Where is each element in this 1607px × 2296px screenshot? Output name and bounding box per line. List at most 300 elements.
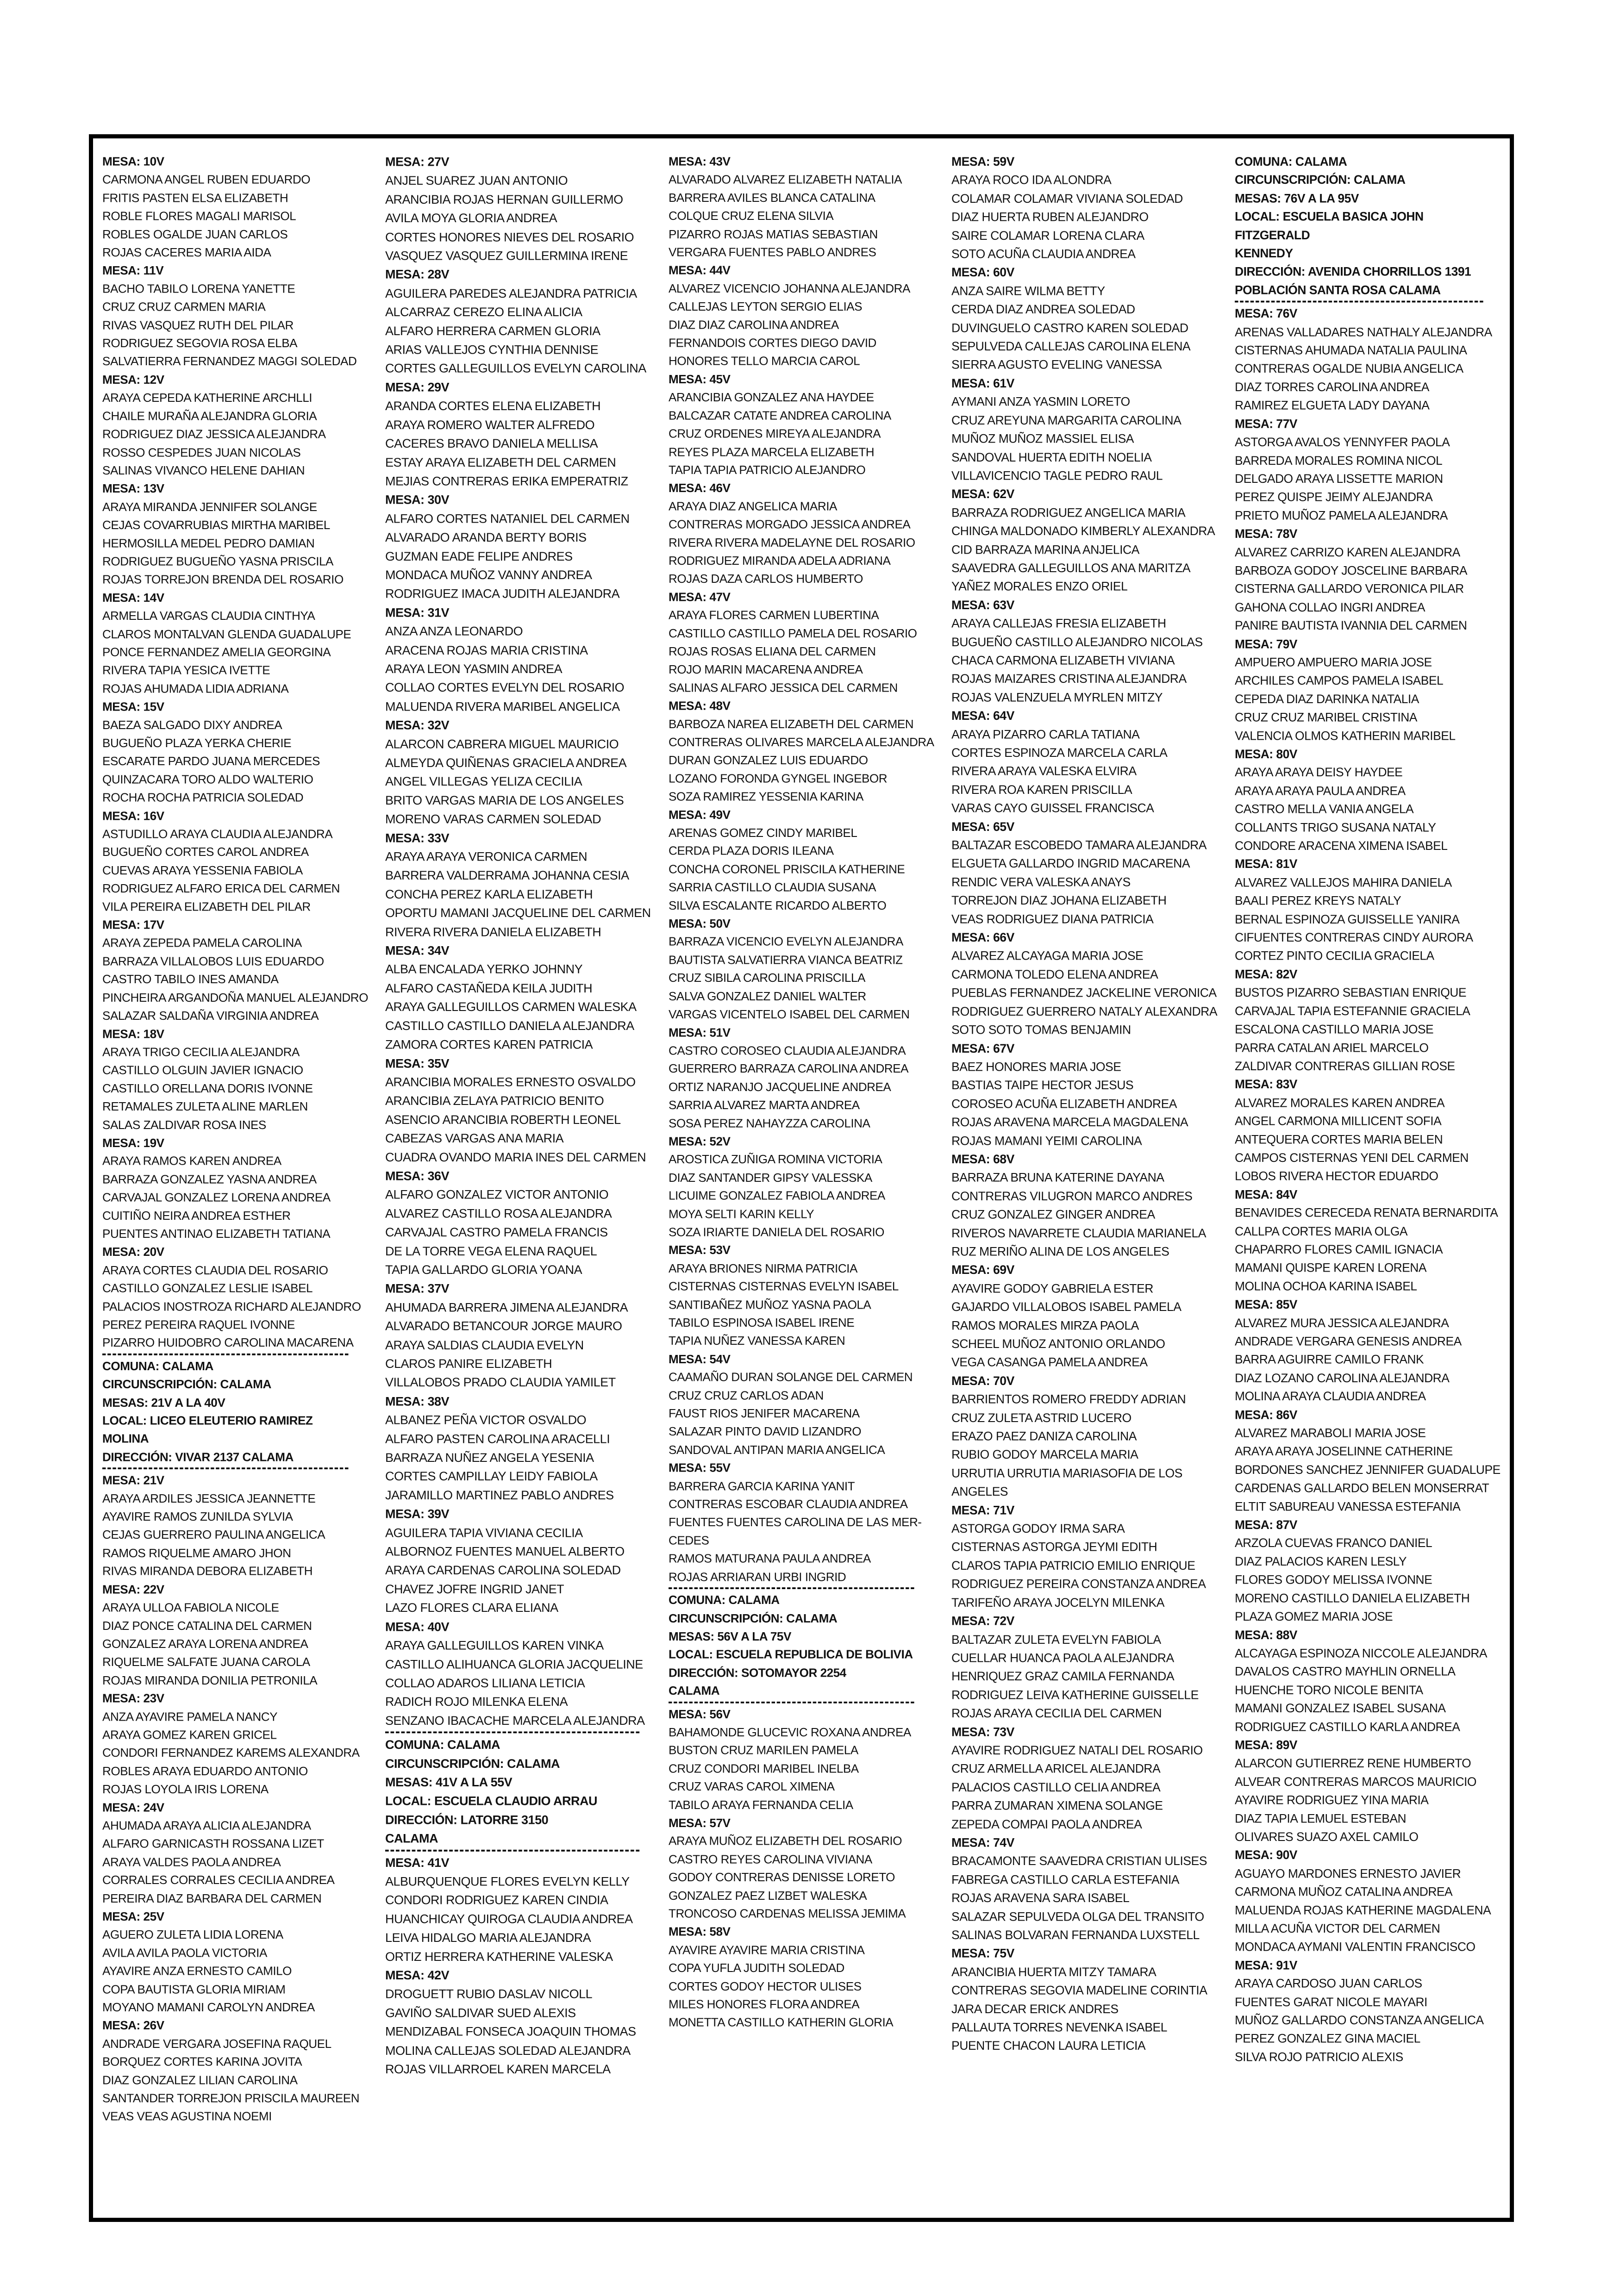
voter-name: RODRIGUEZ SEGOVIA ROSA ELBA <box>102 336 298 350</box>
voter-name: CABEZAS VARGAS ANA MARIA <box>385 1131 564 1145</box>
voter-name: TAPIA GALLARDO GLORIA YOANA <box>385 1262 582 1277</box>
voter-name: ALVAREZ MARABOLI MARIA JOSE <box>1234 1426 1426 1440</box>
voter-name: ANGEL VILLEGAS YELIZA CECILIA <box>385 774 582 789</box>
mesa-heading: MESA: 73V <box>951 1724 1015 1739</box>
voter-name: ALVEAR CONTRERAS MARCOS MAURICIO <box>1234 1774 1476 1789</box>
voter-name: ROJAS VILLARROEL KAREN MARCELA <box>385 2062 611 2076</box>
voter-name: SALINAS ALFARO JESSICA DEL CARMEN <box>668 680 898 694</box>
voter-name: CORTES GODOY HECTOR ULISES <box>668 1979 862 1993</box>
voter-name: AYMANI ANZA YASMIN LORETO <box>951 394 1130 409</box>
mesa-heading: MESA: 14V <box>102 590 164 605</box>
voter-name: MORENO CASTILLO DANIELA ELIZABETH <box>1234 1591 1469 1605</box>
location-header-line: COMUNA: CALAMA <box>668 1593 780 1607</box>
mesa-heading: MESA: 84V <box>1234 1187 1297 1201</box>
mesa-heading: MESA: 31V <box>385 605 450 620</box>
voter-name: ARAYA SALDIAS CLAUDIA EVELYN <box>385 1337 584 1352</box>
voter-name: CASTILLO GONZALEZ LESLIE ISABEL <box>102 1281 313 1295</box>
voter-name: ARAYA PIZARRO CARLA TATIANA <box>951 727 1140 741</box>
voter-name: BAEZ HONORES MARIA JOSE <box>951 1059 1121 1074</box>
voter-name: ANZA SAIRE WILMA BETTY <box>951 284 1105 298</box>
voter-name: SCHEEL MUÑOZ ANTONIO ORLANDO <box>951 1336 1165 1351</box>
voter-name: CASTRO MELLA VANIA ANGELA <box>1234 802 1413 816</box>
voter-name: RIVERA RIVERA DANIELA ELIZABETH <box>385 924 601 939</box>
voter-name: ELTIT SABUREAU VANESSA ESTEFANIA <box>1234 1499 1460 1513</box>
mesa-heading: MESA: 45V <box>668 372 731 386</box>
voter-name: CALLEJAS LEYTON SERGIO ELIAS <box>668 299 862 313</box>
voter-name: FUENTES GARAT NICOLE MAYARI <box>1234 1995 1427 2009</box>
voter-name: ALCARRAZ CEREZO ELINA ALICIA <box>385 305 583 319</box>
voter-name: ARAYA ZEPEDA PAMELA CAROLINA <box>102 936 302 950</box>
voter-name: SAAVEDRA GALLEGUILLOS ANA MARITZA <box>951 561 1191 575</box>
voter-name: BACHO TABILO LORENA YANETTE <box>102 281 295 296</box>
voter-name: PEREZ QUISPE JEIMY ALEJANDRA <box>1234 490 1432 504</box>
voter-name: ALFARO CASTAÑEDA KEILA JUDITH <box>385 980 593 995</box>
column-3 <box>669 152 934 2209</box>
mesa-heading: MESA: 20V <box>102 1245 164 1259</box>
voter-name: BALCAZAR CATATE ANDREA CAROLINA <box>668 408 891 422</box>
voter-name: BARBOZA GODOY JOSCELINE BARBARA <box>1234 563 1467 577</box>
location-header-line: MESAS: 21V A LA 40V <box>102 1395 225 1410</box>
voter-name: SANTANDER TORREJON PRISCILA MAUREEN <box>102 2091 360 2105</box>
voter-name: CORRALES CORRALES CECILIA ANDREA <box>102 1873 335 1887</box>
voter-name: AMPUERO AMPUERO MARIA JOSE <box>1234 655 1432 669</box>
location-header-line: LOCAL: LICEO ELEUTERIO RAMIREZ MOLINA <box>102 1413 313 1446</box>
voter-name: ALVAREZ MORALES KAREN ANDREA <box>1234 1095 1444 1110</box>
mesa-heading: MESA: 39V <box>385 1506 450 1521</box>
voter-name: ARAYA ARAYA DEISY HAYDEE <box>1234 765 1402 780</box>
voter-name: PARRA CATALAN ARIEL MARCELO <box>1234 1040 1429 1054</box>
voter-name: RIQUELME SALFATE JUANA CAROLA <box>102 1655 310 1669</box>
voter-name: GAVIÑO SALDIVAR SUED ALEXIS <box>385 2005 576 2020</box>
location-header-line: MESAS: 41V A LA 55V <box>385 1775 513 1789</box>
voter-name: CONCHA PEREZ KARLA ELIZABETH <box>385 886 593 901</box>
voter-name: ASTORGA AVALOS YENNYFER PAOLA <box>1234 435 1450 449</box>
voter-name: ASTORGA GODOY IRMA SARA <box>951 1521 1125 1535</box>
voter-name: PEREIRA DIAZ BARBARA DEL CARMEN <box>102 1891 322 1905</box>
voter-name: BAHAMONDE GLUCEVIC ROXANA ANDREA <box>668 1725 911 1739</box>
page-frame <box>89 134 1514 2222</box>
voter-name: CALLPA CORTES MARIA OLGA <box>1234 1224 1407 1238</box>
voter-name: RAMOS RIQUELME AMARO JHON <box>102 1546 291 1560</box>
voter-name: AGUILERA PAREDES ALEJANDRA PATRICIA <box>385 286 638 300</box>
mesa-heading: MESA: 64V <box>951 708 1015 723</box>
voter-name: ERAZO PAEZ DANIZA CAROLINA <box>951 1429 1137 1443</box>
mesa-heading: MESA: 48V <box>668 699 731 713</box>
voter-name: ARENAS VALLADARES NATHALY ALEJANDRA <box>1234 324 1492 339</box>
voter-name: HERMOSILLA MEDEL PEDRO DAMIAN <box>102 536 315 550</box>
location-header-line: DIRECCIÓN: LATORRE 3150 <box>385 1812 549 1827</box>
mesa-heading: MESA: 65V <box>951 819 1015 834</box>
mesa-heading: MESA: 29V <box>385 380 450 394</box>
voter-name: ALVAREZ MURA JESSICA ALEJANDRA <box>1234 1316 1449 1330</box>
voter-name: CACERES BRAVO DANIELA MELLISA <box>385 436 598 450</box>
voter-name: ARAYA CORTES CLAUDIA DEL ROSARIO <box>102 1263 328 1277</box>
voter-name: BALTAZAR ESCOBEDO TAMARA ALEJANDRA <box>951 838 1207 852</box>
voter-name: VILA PEREIRA ELIZABETH DEL PILAR <box>102 899 311 913</box>
voter-name: GONZALEZ ARAYA LORENA ANDREA <box>102 1636 308 1651</box>
mesa-heading: MESA: 61V <box>951 376 1015 390</box>
voter-name: DUVINGUELO CASTRO KAREN SOLEDAD <box>951 320 1188 335</box>
voter-name: RODRIGUEZ ALFARO ERICA DEL CARMEN <box>102 881 340 895</box>
voter-name: YAÑEZ MORALES ENZO ORIEL <box>951 579 1128 593</box>
voter-name: PONCE FERNANDEZ AMELIA GEORGINA <box>102 645 331 659</box>
mesa-heading: MESA: 57V <box>668 1816 731 1830</box>
voter-name: ARAYA ARDILES JESSICA JEANNETTE <box>102 1491 316 1505</box>
voter-name: DROGUETT RUBIO DASLAV NICOLL <box>385 1986 593 2001</box>
voter-name: PINCHEIRA ARGANDOÑA MANUEL ALEJANDRO <box>102 990 369 1004</box>
voter-name: DIAZ SANTANDER GIPSY VALESSKA <box>668 1170 872 1185</box>
voter-name: FRITIS PASTEN ELSA ELIZABETH <box>102 191 288 205</box>
voter-name: RENDIC VERA VALESKA ANAYS <box>951 874 1131 889</box>
voter-name: CASTRO COROSEO CLAUDIA ALEJANDRA <box>668 1043 906 1057</box>
voter-name: MOLINA CALLEJAS SOLEDAD ALEJANDRA <box>385 2043 631 2058</box>
voter-name: RIVERA ARAYA VALESKA ELVIRA <box>951 764 1137 778</box>
voter-name: ARAYA TRIGO CECILIA ALEJANDRA <box>102 1045 300 1059</box>
mesa-heading: MESA: 49V <box>668 807 731 822</box>
voter-name: ANDRADE VERGARA GENESIS ANDREA <box>1234 1334 1462 1348</box>
mesa-heading: MESA: 36V <box>385 1168 450 1183</box>
voter-name: CASTRO REYES CAROLINA VIVIANA <box>668 1852 872 1866</box>
mesa-heading: MESA: 25V <box>102 1909 164 1923</box>
voter-name: CONTRERAS OGALDE NUBIA ANGELICA <box>1234 361 1463 375</box>
voter-name: ARAYA GALLEGUILLOS CARMEN WALESKA <box>385 999 637 1014</box>
mesa-heading: MESA: 44V <box>668 263 731 277</box>
voter-name: ALVAREZ CARRIZO KAREN ALEJANDRA <box>1234 545 1460 559</box>
voter-name: PLAZA GOMEZ MARIA JOSE <box>1234 1609 1393 1623</box>
voter-name: ARACENA ROJAS MARIA CRISTINA <box>385 643 588 657</box>
voter-name: ALVAREZ CASTILLO ROSA ALEJANDRA <box>385 1206 612 1221</box>
mesa-heading: MESA: 50V <box>668 916 731 930</box>
voter-name: MILLA ACUÑA VICTOR DEL CARMEN <box>1234 1921 1440 1935</box>
voter-name: BERNAL ESPINOZA GUISSELLE YANIRA <box>1234 912 1460 926</box>
location-header-line: COMUNA: CALAMA <box>102 1359 213 1373</box>
mesa-heading: MESA: 72V <box>951 1614 1015 1628</box>
voter-name: RODRIGUEZ BUGUEÑO YASNA PRISCILA <box>102 554 334 568</box>
voter-name: PIZARRO ROJAS MATIAS SEBASTIAN <box>668 227 878 241</box>
voter-name: ARAYA ARAYA PAULA ANDREA <box>1234 783 1406 798</box>
voter-name: JARAMILLO MARTINEZ PABLO ANDRES <box>385 1488 614 1502</box>
voter-name: BRITO VARGAS MARIA DE LOS ANGELES <box>385 793 624 807</box>
voter-name: URRUTIA URRUTIA MARIASOFIA DE LOS <box>951 1466 1183 1480</box>
voter-name: SALAZAR SEPULVEDA OLGA DEL TRANSITO <box>951 1909 1204 1923</box>
voter-name: AVILA AVILA PAOLA VICTORIA <box>102 1946 267 1959</box>
dashed-separator <box>385 1849 640 1851</box>
voter-name: CRUZ SIBILA CAROLINA PRISCILLA <box>668 971 865 985</box>
voter-name: SAIRE COLAMAR LORENA CLARA <box>951 228 1144 243</box>
mesa-heading: MESA: 82V <box>1234 967 1297 981</box>
voter-name: ARAYA FLORES CARMEN LUBERTINA <box>668 608 879 622</box>
voter-name: LOZANO FORONDA GYNGEL INGEBOR <box>668 771 887 785</box>
voter-name: ARAYA BRIONES NIRMA PATRICIA <box>668 1261 857 1275</box>
voter-name: PUENTES ANTINAO ELIZABETH TATIANA <box>102 1226 331 1241</box>
voter-name: SALVA GONZALEZ DANIEL WALTER <box>668 989 866 1003</box>
voter-name: CHAPARRO FLORES CAMIL IGNACIA <box>1234 1242 1443 1256</box>
voter-name: MOLINA ARAYA CLAUDIA ANDREA <box>1234 1389 1426 1403</box>
voter-name: RODRIGUEZ LEIVA KATHERINE GUISSELLE <box>951 1687 1199 1702</box>
mesa-heading: MESA: 68V <box>951 1152 1015 1166</box>
voter-name: CONDORE ARACENA XIMENA ISABEL <box>1234 838 1448 853</box>
voter-name: MOLINA OCHOA KARINA ISABEL <box>1234 1279 1417 1293</box>
voter-name: BARRA AGUIRRE CAMILO FRANK <box>1234 1352 1424 1366</box>
location-header-line: COMUNA: CALAMA <box>385 1737 500 1752</box>
voter-name: SOZA RAMIREZ YESSENIA KARINA <box>668 789 863 804</box>
voter-name: CRUZ VARAS CAROL XIMENA <box>668 1779 835 1793</box>
voter-name: SIERRA AGUSTO EVELING VANESSA <box>951 357 1162 372</box>
voter-name: MOYA SELTI KARIN KELLY <box>668 1207 814 1221</box>
voter-name: ARANCIBIA ZELAYA PATRICIO BENITO <box>385 1093 604 1108</box>
voter-name: CORTES HONORES NIEVES DEL ROSARIO <box>385 230 634 244</box>
voter-name: RIVAS MIRANDA DEBORA ELIZABETH <box>102 1564 313 1578</box>
voter-name: CHACA CARMONA ELIZABETH VIVIANA <box>951 653 1175 668</box>
mesa-heading: MESA: 30V <box>385 493 450 507</box>
voter-name: BARREDA MORALES ROMINA NICOL <box>1234 453 1442 468</box>
location-header-line: DIRECCIÓN: VIVAR 2137 CALAMA <box>102 1450 294 1464</box>
voter-name: DIAZ TAPIA LEMUEL ESTEBAN <box>1234 1811 1406 1825</box>
mesa-heading: MESA: 17V <box>102 917 164 932</box>
voter-name: ARAYA GALLEGUILLOS KAREN VINKA <box>385 1638 604 1653</box>
voter-name: VARAS CAYO GUISSEL FRANCISCA <box>951 801 1154 815</box>
mesa-heading: MESA: 24V <box>102 1800 164 1814</box>
mesa-heading: MESA: 40V <box>385 1619 450 1634</box>
voter-name: AROSTICA ZUÑIGA ROMINA VICTORIA <box>668 1152 882 1167</box>
voter-name: AYAVIRE RODRIGUEZ NATALI DEL ROSARIO <box>951 1743 1203 1757</box>
mesa-heading: MESA: 11V <box>102 263 164 277</box>
location-header-line: CIRCUNSCRIPCIÓN: CALAMA <box>668 1611 838 1625</box>
voter-name: ALVARADO ARANDA BERTY BORIS <box>385 530 587 544</box>
voter-name: CIFUENTES CONTRERAS CINDY AURORA <box>1234 930 1473 944</box>
voter-name: MUÑOZ MUÑOZ MASSIEL ELISA <box>951 431 1134 446</box>
voter-name: PANIRE BAUTISTA IVANNIA DEL CARMEN <box>1234 618 1467 632</box>
voter-name: SALVATIERRA FERNANDEZ MAGGI SOLEDAD <box>102 354 357 368</box>
voter-name: ALBORNOZ FUENTES MANUEL ALBERTO <box>385 1544 625 1559</box>
voter-name: ANTEQUERA CORTES MARIA BELEN <box>1234 1132 1443 1146</box>
voter-name: HUENCHE TORO NICOLE BENITA <box>1234 1683 1423 1697</box>
voter-name: ELGUETA GALLARDO INGRID MACARENA <box>951 856 1190 871</box>
voter-name: ARAYA DIAZ ANGELICA MARIA <box>668 499 837 513</box>
voter-name: CASTILLO CASTILLO DANIELA ALEJANDRA <box>385 1018 635 1033</box>
voter-name: BALTAZAR ZULETA EVELYN FABIOLA <box>951 1632 1161 1647</box>
voter-name: ROBLES OGALDE JUAN CARLOS <box>102 227 288 241</box>
voter-name: ARAYA CALLEJAS FRESIA ELIZABETH <box>951 616 1166 630</box>
voter-name: RUZ MERIÑO ALINA DE LOS ANGELES <box>951 1244 1169 1259</box>
voter-name: COLLAO CORTES EVELYN DEL ROSARIO <box>385 680 625 695</box>
voter-name: ROJAS CACERES MARIA AIDA <box>102 245 271 259</box>
voter-name: BARRAZA VILLALOBOS LUIS EDUARDO <box>102 954 324 968</box>
voter-name: TAPIA NUÑEZ VANESSA KAREN <box>668 1334 845 1348</box>
voter-name: GAJARDO VILLALOBOS ISABEL PAMELA <box>951 1299 1182 1314</box>
voter-name: ROJAS ARAVENA MARCELA MAGDALENA <box>951 1115 1188 1129</box>
voter-name: CLAROS TAPIA PATRICIO EMILIO ENRIQUE <box>951 1558 1195 1572</box>
voter-name: CISTERNAS AHUMADA NATALIA PAULINA <box>1234 343 1467 357</box>
voter-name: CRUZ AREYUNA MARGARITA CAROLINA <box>951 413 1182 427</box>
voter-name: TORREJON DIAZ JOHANA ELIZABETH <box>951 893 1167 907</box>
dashed-separator <box>669 1587 914 1589</box>
mesa-heading: MESA: 86V <box>1234 1407 1297 1422</box>
mesa-heading: MESA: 67V <box>951 1041 1015 1055</box>
voter-name: DIAZ DIAZ CAROLINA ANDREA <box>668 318 839 331</box>
voter-name: CHAVEZ JOFRE INGRID JANET <box>385 1582 564 1596</box>
mesa-heading: MESA: 33V <box>385 830 450 845</box>
voter-name: CRUZ CRUZ CARLOS ADAN <box>668 1388 824 1402</box>
voter-name: ARAYA MIRANDA JENNIFER SOLANGE <box>102 499 317 514</box>
mesa-heading: MESA: 87V <box>1234 1517 1297 1532</box>
voter-name: VILLAVICENCIO TAGLE PEDRO RAUL <box>951 468 1163 483</box>
voter-name: ARZOLA CUEVAS FRANCO DANIEL <box>1234 1536 1432 1550</box>
voter-name: ARAYA ARAYA VERONICA CARMEN <box>385 849 588 864</box>
voter-name: CONTRERAS SEGOVIA MADELINE CORINTIA <box>951 1983 1207 1997</box>
voter-name: ARAYA GOMEZ KAREN GRICEL <box>102 1728 277 1741</box>
voter-name: ARMELLA VARGAS CLAUDIA CINTHYA <box>102 609 315 623</box>
voter-name: PEREZ GONZALEZ GINA MACIEL <box>1234 2031 1420 2046</box>
voter-name: JARA DECAR ERICK ANDRES <box>951 2002 1119 2016</box>
voter-name: ALMEYDA QUIÑENAS GRACIELA ANDREA <box>385 755 627 770</box>
voter-name: BUGUEÑO CASTILLO ALEJANDRO NICOLAS <box>951 635 1203 649</box>
voter-name: VALENCIA OLMOS KATHERIN MARIBEL <box>1234 728 1456 742</box>
voter-name: FLORES GODOY MELISSA IVONNE <box>1234 1572 1432 1587</box>
voter-name: CASTILLO ALIHUANCA GLORIA JACQUELINE <box>385 1657 644 1671</box>
voter-name: RODRIGUEZ PEREIRA CONSTANZA ANDREA <box>951 1577 1206 1591</box>
voter-name: RODRIGUEZ GUERRERO NATALY ALEXANDRA <box>951 1004 1218 1018</box>
voter-name: TARIFEÑO ARAYA JOCELYN MILENKA <box>951 1595 1165 1610</box>
voter-name: CARMONA TOLEDO ELENA ANDREA <box>951 967 1158 981</box>
voter-name: CONCHA CORONEL PRISCILA KATHERINE <box>668 862 905 876</box>
voter-name: FUENTES FUENTES CAROLINA DE LAS MER- <box>668 1515 922 1529</box>
voter-name: SANDOVAL ANTIPAN MARIA ANGELICA <box>668 1442 885 1457</box>
voter-name: ALFARO HERRERA CARMEN GLORIA <box>385 323 601 338</box>
voter-name: CAMPOS CISTERNAS YENI DEL CARMEN <box>1234 1150 1469 1165</box>
voter-name: GUZMAN EADE FELIPE ANDRES <box>385 549 573 563</box>
voter-name: ROJAS ARAYA CECILIA DEL CARMEN <box>951 1706 1162 1720</box>
voter-name: ROJAS LOYOLA IRIS LORENA <box>102 1782 269 1796</box>
location-header-line: CIRCUNSCRIPCIÓN: CALAMA <box>385 1756 560 1771</box>
mesa-heading: MESA: 55V <box>668 1460 731 1475</box>
voter-name: ARIAS VALLEJOS CYNTHIA DENNISE <box>385 342 599 357</box>
voter-name: ANGEL CARMONA MILLICENT SOFIA <box>1234 1114 1441 1128</box>
voter-name: CASTILLO ORELLANA DORIS IVONNE <box>102 1081 313 1095</box>
voter-name: ARANDA CORTES ELENA ELIZABETH <box>385 399 601 413</box>
voter-name: CERDA DIAZ ANDREA SOLEDAD <box>951 302 1135 317</box>
mesa-heading: MESA: 52V <box>668 1134 731 1148</box>
voter-name: AGUAYO MARDONES ERNESTO JAVIER <box>1234 1866 1461 1880</box>
location-header-line: COMUNA: CALAMA <box>1234 154 1347 168</box>
voter-name: MAMANI GONZALEZ ISABEL SUSANA <box>1234 1701 1446 1715</box>
voter-name: AYAVIRE RAMOS ZUNILDA SYLVIA <box>102 1510 293 1523</box>
voter-name: ALVAREZ VALLEJOS MAHIRA DANIELA <box>1234 875 1452 889</box>
voter-name: CEDES <box>668 1533 709 1547</box>
voter-name: DIAZ PALACIOS KAREN LESLY <box>1234 1554 1407 1568</box>
voter-name: RIVAS VASQUEZ RUTH DEL PILAR <box>102 318 294 332</box>
voter-name: RAMIREZ ELGUETA LADY DAYANA <box>1234 398 1429 412</box>
voter-name: COLLAO ADAROS LILIANA LETICIA <box>385 1675 585 1690</box>
voter-name: LOBOS RIVERA HECTOR EDUARDO <box>1234 1169 1438 1183</box>
voter-name: SALAZAR SALDAÑA VIRGINIA ANDREA <box>102 1008 319 1023</box>
mesa-heading: MESA: 51V <box>668 1025 731 1039</box>
voter-name: ANZA AYAVIRE PAMELA NANCY <box>102 1709 278 1723</box>
voter-name: BARRIENTOS ROMERO FREDDY ADRIAN <box>951 1392 1186 1406</box>
location-header-line: CIRCUNSCRIPCIÓN: CALAMA <box>102 1377 271 1391</box>
voter-name: AYAVIRE GODOY GABRIELA ESTER <box>951 1281 1154 1295</box>
voter-name: ARANCIBIA GONZALEZ ANA HAYDEE <box>668 390 874 404</box>
mesa-heading: MESA: 56V <box>668 1707 731 1721</box>
location-header-line: CALAMA <box>385 1831 438 1846</box>
voter-name: GODOY CONTRERAS DENISSE LORETO <box>668 1870 895 1884</box>
column-4 <box>951 152 1217 2209</box>
voter-name: ARAYA MUÑOZ ELIZABETH DEL ROSARIO <box>668 1834 902 1848</box>
voter-name: ARAYA RAMOS KAREN ANDREA <box>102 1154 281 1168</box>
voter-name: MAMANI QUISPE KAREN LORENA <box>1234 1260 1426 1275</box>
voter-name: CONTRERAS VILUGRON MARCO ANDRES <box>951 1189 1193 1203</box>
voter-name: ROJAS TORREJON BRENDA DEL ROSARIO <box>102 572 344 586</box>
voter-name: ALFARO CORTES NATANIEL DEL CARMEN <box>385 511 630 526</box>
voter-name: COROSEO ACUÑA ELIZABETH ANDREA <box>951 1096 1177 1111</box>
voter-name: PIZARRO HUIDOBRO CAROLINA MACARENA <box>102 1335 354 1350</box>
mesa-heading: MESA: 38V <box>385 1394 450 1408</box>
voter-name: ARAYA CARDOSO JUAN CARLOS <box>1234 1976 1422 1990</box>
voter-name: RIVERA ROA KAREN PRISCILLA <box>951 782 1132 797</box>
voter-name: MORENO VARAS CARMEN SOLEDAD <box>385 811 601 826</box>
voter-name: CID BARRAZA MARINA ANJELICA <box>951 542 1140 556</box>
voter-name: CLAROS MONTALVAN GLENDA GUADALUPE <box>102 627 351 641</box>
location-header-line: DIRECCIÓN: AVENIDA CHORRILLOS 1391 <box>1234 264 1471 279</box>
voter-name: HUANCHICAY QUIROGA CLAUDIA ANDREA <box>385 1911 633 1926</box>
voter-name: ANZA ANZA LEONARDO <box>385 624 523 638</box>
voter-name: SOTO ACUÑA CLAUDIA ANDREA <box>951 247 1136 261</box>
location-header-line: LOCAL: ESCUELA CLAUDIO ARRAU <box>385 1793 598 1808</box>
mesa-heading: MESA: 13V <box>102 481 164 495</box>
voter-name: ALFARO PASTEN CAROLINA ARACELLI <box>385 1431 610 1446</box>
mesa-heading: MESA: 28V <box>385 267 450 281</box>
voter-name: ARAYA ULLOA FABIOLA NICOLE <box>102 1600 279 1615</box>
voter-name: AYAVIRE AYAVIRE MARIA CRISTINA <box>668 1943 865 1957</box>
voter-name: ANDRADE VERGARA JOSEFINA RAQUEL <box>102 2036 331 2051</box>
voter-name: COLQUE CRUZ ELENA SILVIA <box>668 209 834 223</box>
dashed-separator <box>669 1702 914 1703</box>
mesa-heading: MESA: 42V <box>385 1968 450 1982</box>
voter-name: RODRIGUEZ CASTILLO KARLA ANDREA <box>1234 1719 1460 1734</box>
voter-name: CERDA PLAZA DORIS ILEANA <box>668 844 834 858</box>
voter-name: ESTAY ARAYA ELIZABETH DEL CARMEN <box>385 455 616 469</box>
voter-name: CISTERNAS CISTERNAS EVELYN ISABEL <box>668 1279 899 1293</box>
voter-name: ARANCIBIA MORALES ERNESTO OSVALDO <box>385 1074 636 1089</box>
mesa-heading: MESA: 12V <box>102 372 164 387</box>
dashed-separator <box>1235 301 1483 303</box>
voter-name: ROCHA ROCHA PATRICIA SOLEDAD <box>102 790 304 805</box>
voter-name: VEGA CASANGA PAMELA ANDREA <box>951 1355 1148 1369</box>
voter-name: MILES HONORES FLORA ANDREA <box>668 1997 860 2011</box>
voter-name: ROJAS MAIZARES CRISTINA ALEJANDRA <box>951 672 1187 686</box>
voter-name: OLIVARES SUAZO AXEL CAMILO <box>1234 1829 1419 1844</box>
voter-name: ROJAS MAMANI YEIMI CAROLINA <box>951 1133 1142 1148</box>
voter-name: RADICH ROJO MILENKA ELENA <box>385 1694 568 1709</box>
voter-name: ARAYA ARAYA JOSELINNE CATHERINE <box>1234 1444 1453 1458</box>
voter-name: SOSA PEREZ NAHAYZZA CAROLINA <box>668 1116 870 1130</box>
voter-name: ROJAS ARAVENA SARA ISABEL <box>951 1890 1130 1905</box>
dashed-separator <box>385 1732 640 1734</box>
voter-name: VEAS VEAS AGUSTINA NOEMI <box>102 2109 272 2123</box>
voter-name: COPA YUFLA JUDITH SOLEDAD <box>668 1961 844 1975</box>
voter-name: DIAZ HUERTA RUBEN ALEJANDRO <box>951 210 1149 224</box>
mesa-heading: MESA: 76V <box>1234 306 1297 320</box>
voter-name: CRUZ ARMELLA ARICEL ALEJANDRA <box>951 1761 1161 1776</box>
voter-name: CEJAS GUERRERO PAULINA ANGELICA <box>102 1528 325 1541</box>
voter-name: AYAVIRE RODRIGUEZ YINA MARIA <box>1234 1793 1429 1807</box>
voter-name: CONTRERAS MORGADO JESSICA ANDREA <box>668 517 911 531</box>
voter-name: HONORES TELLO MARCIA CAROL <box>668 354 860 368</box>
voter-name: CARVAJAL GONZALEZ LORENA ANDREA <box>102 1190 331 1204</box>
voter-name: ANGELES <box>951 1484 1008 1498</box>
voter-name: ROBLE FLORES MAGALI MARISOL <box>102 209 296 223</box>
mesa-heading: MESA: 47V <box>668 590 731 604</box>
